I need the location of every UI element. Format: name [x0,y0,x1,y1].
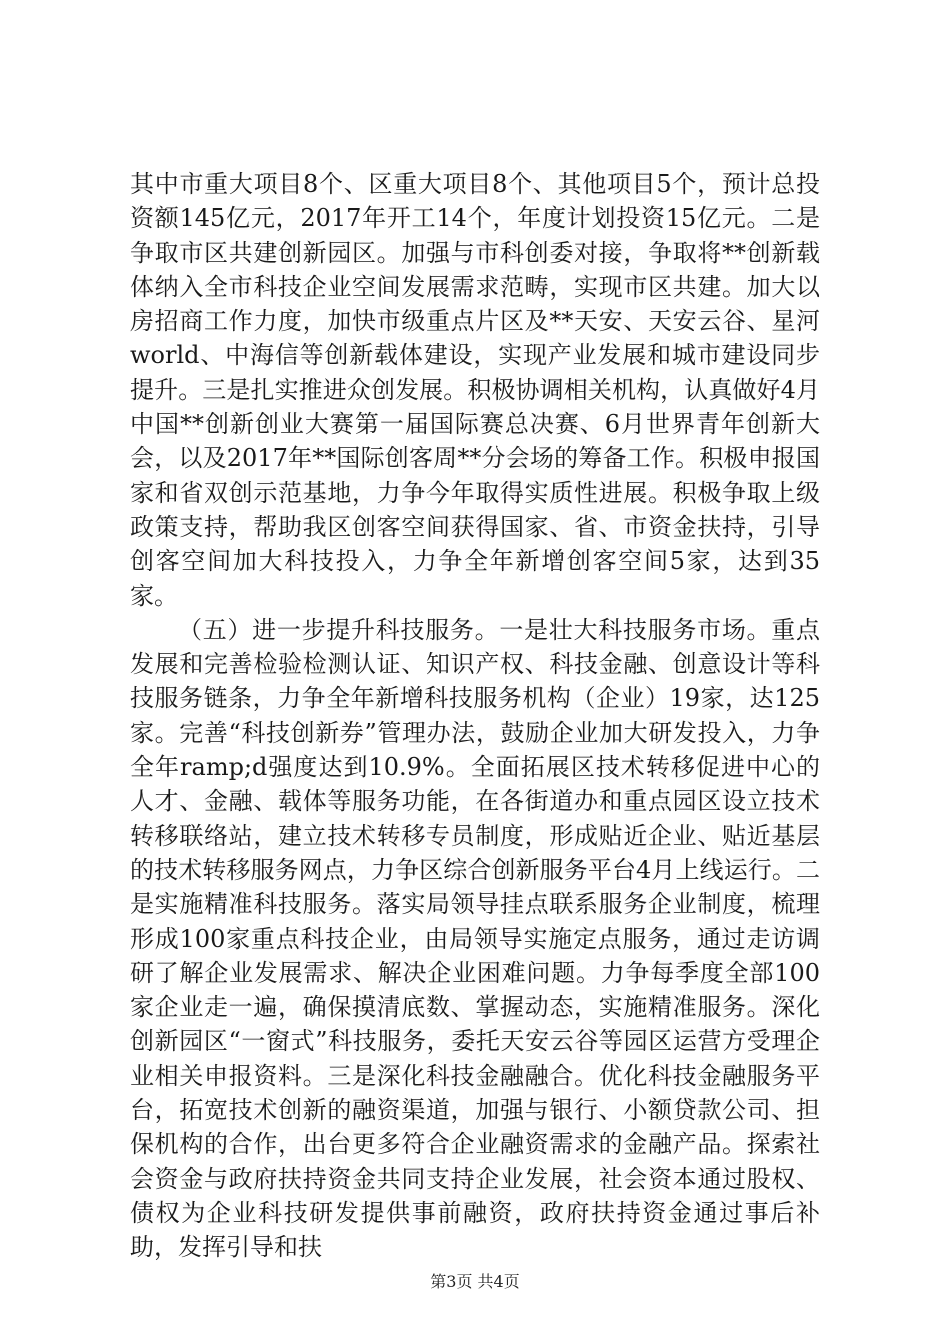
body-paragraph: 其中市重大项目8个、区重大项目8个、其他项目5个，预计总投资额145亿元，2017年开工14个，年度计划投资15亿元。二是争取市区共建创新园区。加强与市科创委对接，争取将**创新载体纳入全市科技企业空间发展需求范畴，实现市区共建。加大以房招商工作力度，加快市级重点片区及**天安、天安云谷、星河world、中海信等创新载体建设，实现产业发展和城市建设同步提升。三是扎实推进众创发展。积极协调相关机构，认真做好4月中国**创新创业大赛第一届国际赛总决赛、6月世界青年创新大会，以及2017年**国际创客周**分会场的筹备工作。积极申报国家和省双创示范基地，力争今年取得实质性进展。积极争取上级政策支持，帮助我区创客空间获得国家、省、市资金扶持，引导创客空间加大科技投入，力争全年新增创客空间5家，达到35家。 [130,170,820,610]
body-paragraph: （五）进一步提升科技服务。一是壮大科技服务市场。重点发展和完善检验检测认证、知识产权、科技金融、创意设计等科技服务链条，力争全年新增科技服务机构（企业）19家，达125家。完善“科技创新券”管理办法，鼓励企业加大研发投入，力争全年ramp;d强度达到10.9%。全面拓展区技术转移促进中心的人才、金融、载体等服务功能，在各街道办和重点园区设立技术转移联络站，建立技术转移专员制度，形成贴近企业、贴近基层的技术转移服务网点，力争区综合创新服务平台4月上线运行。二是实施精准科技服务。落实局领导挂点联系服务企业制度，梳理形成100家重点科技企业，由局领导实施定点服务，通过走访调研了解企业发展需求、解决企业困难问题。力争每季度全部100家企业走一遍，确保摸清底数、掌握动态，实施精准服务。深化创新园区“一窗式”科技服务，委托天安云谷等园区运营方受理企业相关申报资料。三是深化科技金融融合。优化科技金融服务平台，拓宽技术创新的融资渠道，加强与银行、小额贷款公司、担保机构的合作，出台更多符合企业融资需求的金融产品。探索社会资金与政府扶持资金共同支持企业发展，社会资本通过股权、债权为企业科技研发提供事前融资，政府扶持资金通过事后补助，发挥引导和扶 [130,615,820,1262]
page-footer: 第3页 共4页 [430,1272,520,1291]
document-body [130,167,820,1265]
